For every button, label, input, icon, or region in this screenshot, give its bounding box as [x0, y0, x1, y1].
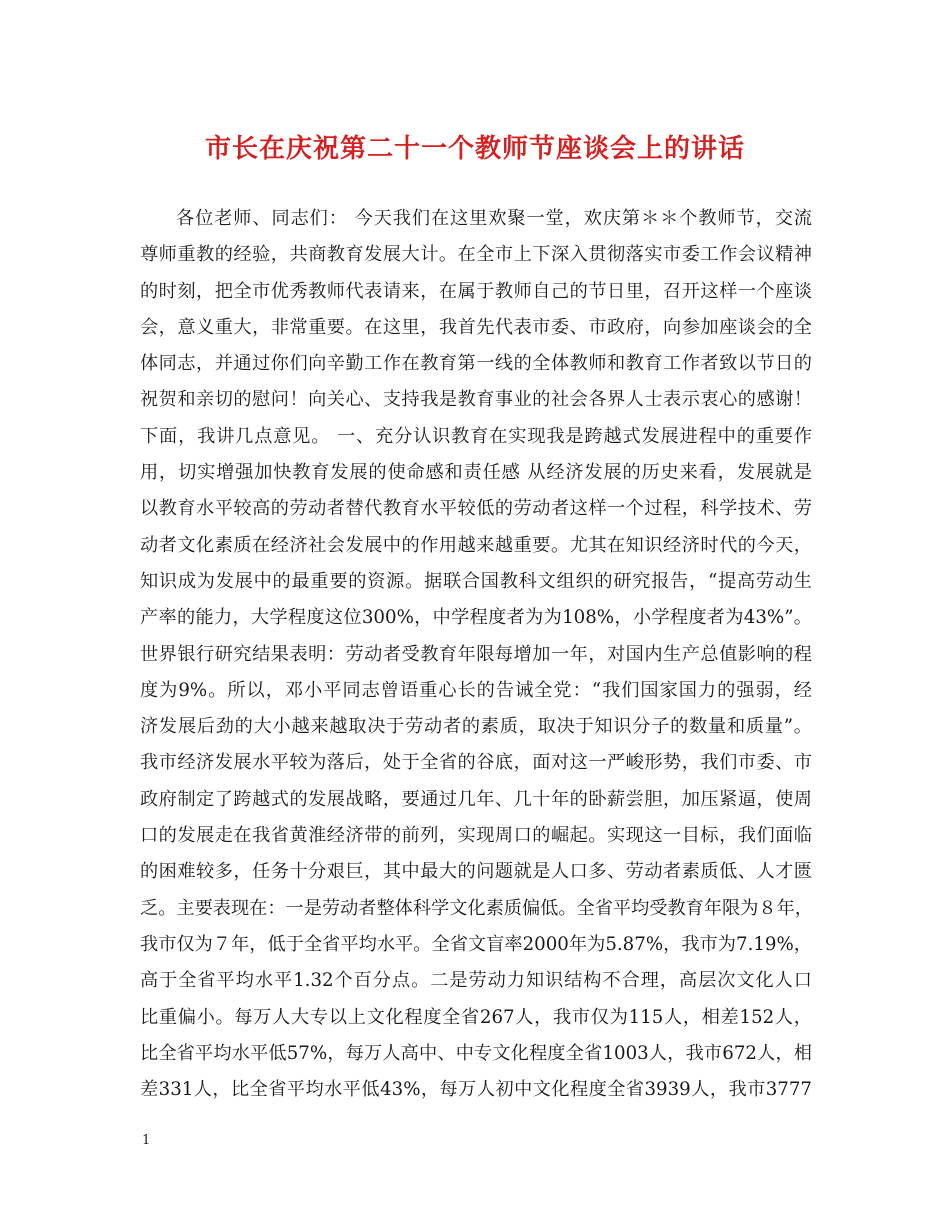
body-line: 乏。主要表现在：一是劳动者整体科学文化素质偏低。全省平均受教育年限为８年，	[140, 897, 813, 919]
body-line: 世界银行研究结果表明：劳动者受教育年限每增加一年，对国内生产总值影响的程	[140, 643, 812, 665]
body-line: 各位老师、同志们： 今天我们在这里欢聚一堂，欢庆第＊＊个教师节，交流	[176, 208, 812, 229]
body-line: 我市仅为７年，低于全省平均水平。全省文盲率2000年为5.87%，我市为7.19%，	[140, 933, 812, 955]
body-line: 口的发展走在我省黄淮经济带的前列，实现周口的崛起。实现这一目标，我们面临	[140, 825, 812, 847]
body-line: 高于全省平均水平1.32个百分点。二是劳动力知识结构不合理，高层次文化人口	[140, 970, 812, 992]
document-title: 市长在庆祝第二十一个教师节座谈会上的讲话	[204, 134, 745, 164]
body-line: 尊师重教的经验，共商教育发展大计。在全市上下深入贯彻落实市委工作会议精神	[140, 244, 812, 266]
body-line: 我市经济发展水平较为落后，处于全省的谷底，面对这一严峻形势，我们市委、市	[140, 752, 812, 774]
body-line: 差331人，比全省平均水平低43%，每万人初中文化程度全省3939人，我市3777	[140, 1079, 812, 1101]
document-body	[140, 204, 812, 1111]
body-line: 下面，我讲几点意见。 一、充分认识教育在实现我是跨越式发展进程中的重要作	[140, 425, 812, 447]
body-line: 会，意义重大，非常重要。在这里，我首先代表市委、市政府，向参加座谈会的全	[140, 316, 812, 338]
body-line: 体同志，并通过你们向辛勤工作在教育第一线的全体教师和教育工作者致以节日的	[140, 353, 812, 375]
body-line: 以教育水平较高的劳动者替代教育水平较低的劳动者这样一个过程，科学技术、劳	[140, 498, 812, 520]
body-line: 动者文化素质在经济社会发展中的作用越来越重要。尤其在知识经济时代的今天，	[140, 534, 812, 556]
body-line: 的困难较多，任务十分艰巨，其中最大的问题就是人口多、劳动者素质低、人才匮	[140, 861, 812, 883]
body-line: 用，切实增强加快教育发展的使命感和责任感 从经济发展的历史来看，发展就是	[140, 462, 812, 484]
body-line: 政府制定了跨越式的发展战略，要通过几年、几十年的卧薪尝胆，加压紧逼，使周	[140, 788, 812, 810]
body-line: 的时刻，把全市优秀教师代表请来，在属于教师自己的节日里，召开这样一个座谈	[140, 280, 812, 302]
page-number: 1	[142, 1133, 151, 1148]
body-line: 祝贺和亲切的慰问！向关心、支持我是教育事业的社会各界人士表示衷心的感谢！	[140, 389, 812, 411]
body-line: 济发展后劲的大小越来越取决于劳动者的素质，取决于知识分子的数量和质量”。	[140, 716, 812, 738]
body-line: 比重偏小。每万人大专以上文化程度全省267人，我市仅为115人，相差152人，	[140, 1006, 812, 1028]
body-line: 比全省平均水平低57%，每万人高中、中专文化程度全省1003人，我市672人，相	[140, 1042, 812, 1064]
body-line: 度为9%。所以，邓小平同志曾语重心长的告诫全党：“我们国家国力的强弱，经	[140, 679, 812, 701]
body-line: 产率的能力，大学程度这位300%，中学程度者为为108%，小学程度者为43%”。	[140, 607, 812, 629]
body-line: 知识成为发展中的最重要的资源。据联合国教科文组织的研究报告，“提高劳动生	[140, 570, 812, 592]
